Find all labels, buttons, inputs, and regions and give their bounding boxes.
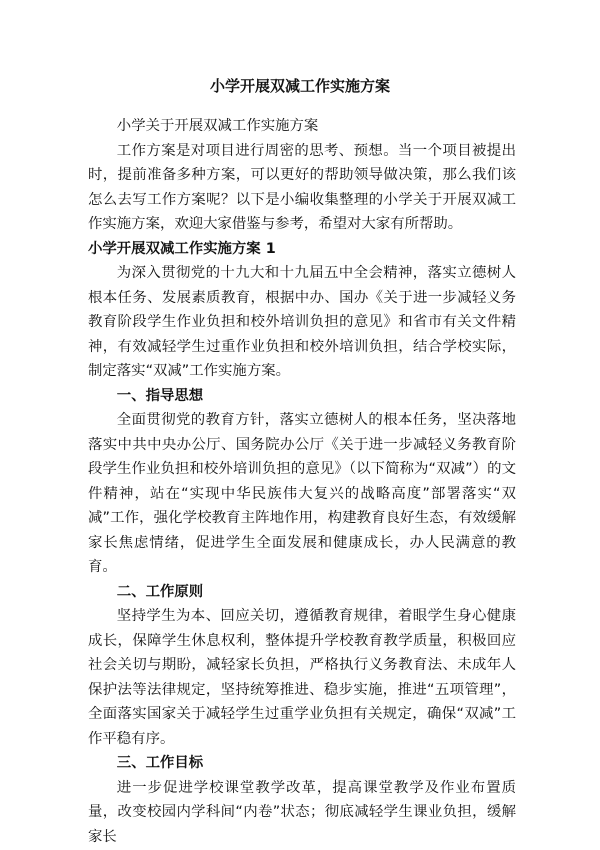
section-heading-work-goals: 三、工作目标 [116,755,204,771]
section-body-guiding-ideology: 全面贯彻党的教育方针，落实立德树人的根本任务，坚决落地落实中共中央办公厅、国务院办公厅《关于进一步减轻义务教育阶段学生作业负担和校外培训负担的意见》（以下简称为“双减”）的文件精神，站在“实现中华民族伟大复兴的战略高度”部署落实“双减”工作，强化学校教育主阵地作用，构建教育良好生态，有效缓解家长焦虑情绪，促进学生全面发展和健康成长，办人民满意的教育。 [88,412,516,575]
section-body-work-goals: 进一步促进学校课堂教学改革，提高课堂教学及作业布置质量，改变校园内学科间“内卷”状态；彻底减轻学生课业负担，缓解家长 [88,779,516,845]
document-body [88,114,516,849]
document-title: 小学开展双减工作实施方案 [209,77,390,95]
plan-intro-paragraph: 为深入贯彻党的十九大和十九届五中全会精神，落实立德树人根本任务、发展素质教育，根据中办、国办《关于进一步减轻义务教育阶段学生作业负担和校外培训负担的意见》和省市有关文件精神，有效减轻学生过重作业负担和校外培训负担，结合学校实际，制定落实“双减”工作实施方案。 [88,265,516,379]
document-subtitle: 小学关于开展双减工作实施方案 [116,118,319,134]
plan-heading: 小学开展双减工作实施方案 1 [88,240,276,257]
section-heading-work-principles: 二、工作原则 [116,583,204,600]
intro-paragraph: 工作方案是对项目进行周密的思考、预想。当一个项目被提出时，提前准备多种方案，可以更好的帮助领导做决策，那么我们该怎么去写工作方案呢？以下是小编收集整理的小学关于开展双减工作实施方案，欢迎大家借鉴与参考，希望对大家有所帮助。 [88,142,516,232]
section-heading-guiding-ideology: 一、指导思想 [116,387,204,404]
section-body-work-principles: 坚持学生为本、回应关切，遵循教育规律，着眼学生身心健康成长，保障学生休息权利，整体提升学校教育教学质量，积极回应社会关切与期盼，减轻家长负担，严格执行义务教育法、未成年人保护法等法律规定，坚持统筹推进、稳步实施，推进“五项管理”，全面落实国家关于减轻学生过重学业负担有关规定，确保“双减”工作平稳有序。 [88,608,516,747]
